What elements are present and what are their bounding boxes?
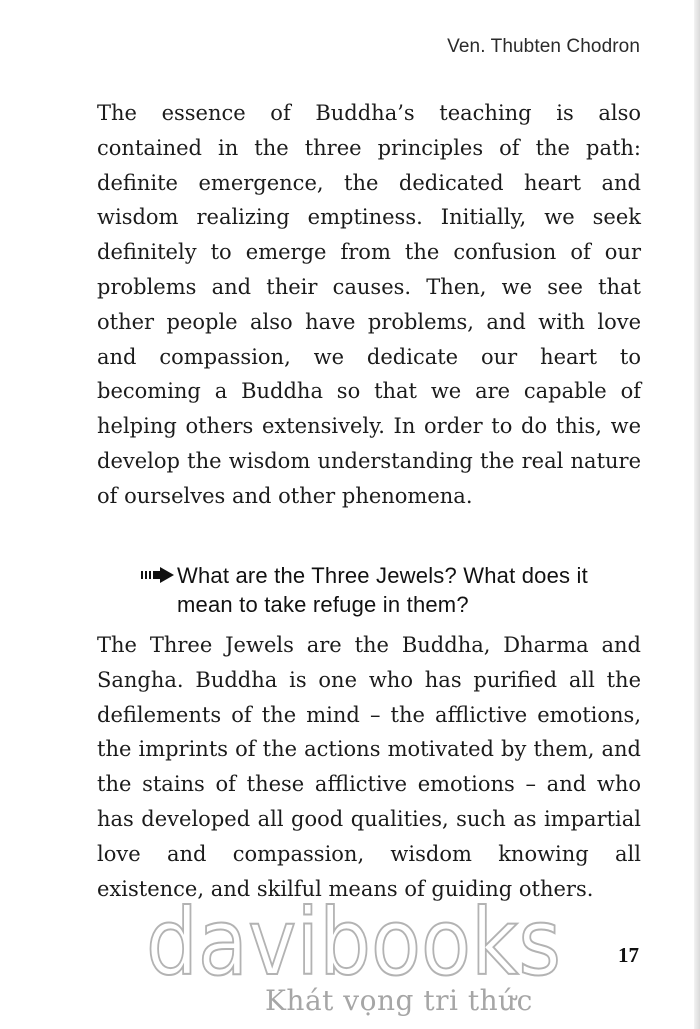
page-edge-shadow [694, 0, 700, 1029]
question-text: What are the Three Jewels? What does it mean to take refuge in them? [177, 563, 588, 617]
watermark-tagline: Khát vọng tri thức [265, 984, 533, 1017]
watermark-brand-text: davibooks [146, 896, 561, 986]
page-number: 17 [618, 943, 639, 967]
watermark-logo [146, 896, 566, 986]
body-paragraph-1: The essence of Buddha’s teaching is also contained in the three principles of the path: definite emergence, the dedicated heart and wisdom realizing emptiness. Initially, we seek definitely to emerge from the confusion of our problems and their causes. Then, we see that other people also have problems, and with love and compassion, we dedicate our heart to becoming a Buddha so that we are capable of helping others extensively. In order to do this, we develop the wisdom understanding the real nature of ourselves and other phenomena. [97, 101, 641, 508]
body-paragraph-2: The Three Jewels are the Buddha, Dharma and Sangha. Buddha is one who has purified all the defilements of the mind – the afflictive emotions, the imprints of the actions motivated by them, and the stains of these afflictive emotions – and who has developed all good qualities, such as impartial love and compassion, wisdom knowing all existence, and skilful means of guiding others. [97, 633, 641, 901]
arrow-right-icon [141, 567, 174, 583]
running-header: Ven. Thubten Chodron [447, 36, 640, 57]
